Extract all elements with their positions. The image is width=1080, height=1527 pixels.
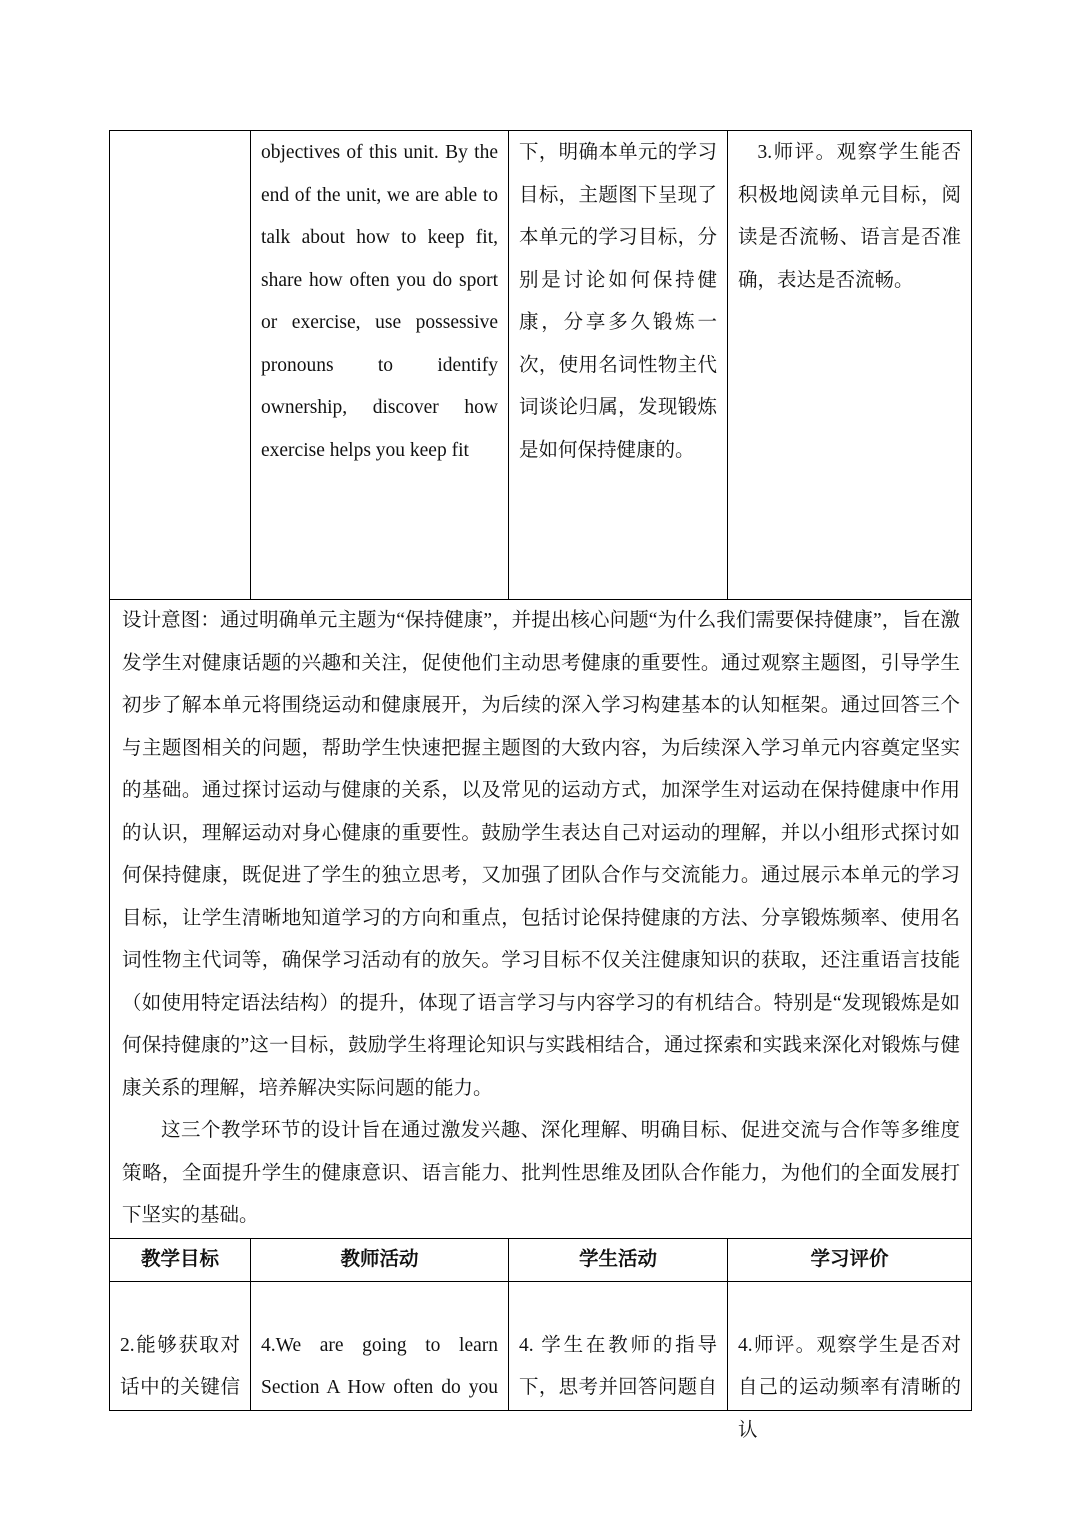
cell-teacher-activity: 4.We are going to learn Section A How often do you bbox=[251, 1282, 509, 1410]
design-intent-paragraph: 设计意图：通过明确单元主题为“保持健康”，并提出核心问题“为什么我们需要保持健康”，旨在激发学生对健康话题的兴趣和关注，促使他们主动思考健康的重要性。通过观察主题图，引导学生初步了解本单元将围绕运动和健康展开，为后续的深入学习构建基本的认知框架。通过回答三个与主题图相关的问题，帮助学生快速把握主题图的大致内容，为后续深入学习单元内容奠定坚实的基础。通过探讨运动与健康的关系，以及常见的运动方式，加深学生对运动在保持健康中作用的认识，理解运动对身心健康的重要性。鼓励学生表达自己对运动的理解，并以小组形式探讨如何保持健康，既促进了学生的独立思考，又加强了团队合作与交流能力。通过展示本单元的学习目标，让学生清晰地知道学习的方向和重点，包括讨论保持健康的方法、分享锻炼频率、使用名词性物主代词等，确保学习活动有的放矢。学习目标不仅关注健康知识的获取，还注重语言技能（如使用特定语法结构）的提升，体现了语言学习与内容学习的有机结合。特别是“发现锻炼是如何保持健康的”这一目标，鼓励学生将理论知识与实践相结合，通过探索和实践来深化对锻炼与健康关系的理解，培养解决实际问题的能力。 bbox=[122, 610, 960, 1099]
cell-student-activity: 4. 学生在教师的指导下，思考并回答问题自 bbox=[509, 1282, 728, 1410]
header-student-activity: 学生活动 bbox=[509, 1239, 728, 1281]
table-row-objective-2 bbox=[110, 1282, 971, 1441]
lesson-plan-table bbox=[109, 130, 972, 1441]
cell-objective-empty bbox=[110, 131, 251, 599]
header-teacher-activity: 教师活动 bbox=[251, 1239, 509, 1281]
cell-teacher-activity: objectives of this unit. By the end of the unit, we are able to talk about how to keep fit, share how often you do sport or exercise, use possessive pronouns to identify ownership, discover how exercise helps you keep fit bbox=[251, 131, 509, 599]
cell-objective: 2.能够获取对话中的关键信 bbox=[110, 1282, 251, 1410]
table-row-design-intent bbox=[110, 600, 971, 1239]
design-summary-paragraph: 这三个教学环节的设计旨在通过激发兴趣、深化理解、明确目标、促进交流与合作等多维度策略，全面提升学生的健康意识、语言能力、批判性思维及团队合作能力，为他们的全面发展打下坚实的基础。 bbox=[122, 1120, 960, 1226]
header-evaluation: 学习评价 bbox=[810, 1248, 889, 1270]
cell-evaluation: 3.师评。观察学生能否积极地阅读单元目标，阅读是否流畅、语言是否准确，表达是否流畅。 bbox=[738, 142, 961, 291]
header-objective: 教学目标 bbox=[110, 1239, 251, 1281]
cell-evaluation: 4.师评。观察学生是否对自己的运动频率有清晰的认 bbox=[738, 1334, 961, 1441]
table-row-unit-objectives bbox=[110, 131, 971, 600]
table-header-row bbox=[110, 1239, 971, 1282]
cell-student-activity: 下，明确本单元的学习目标，主题图下呈现了本单元的学习目标，分别是讨论如何保持健康，分享多久锻炼一次，使用名词性物主代词谈论归属，发现锻炼是如何保持健康的。 bbox=[509, 131, 728, 599]
design-intent-cell bbox=[110, 600, 971, 1238]
